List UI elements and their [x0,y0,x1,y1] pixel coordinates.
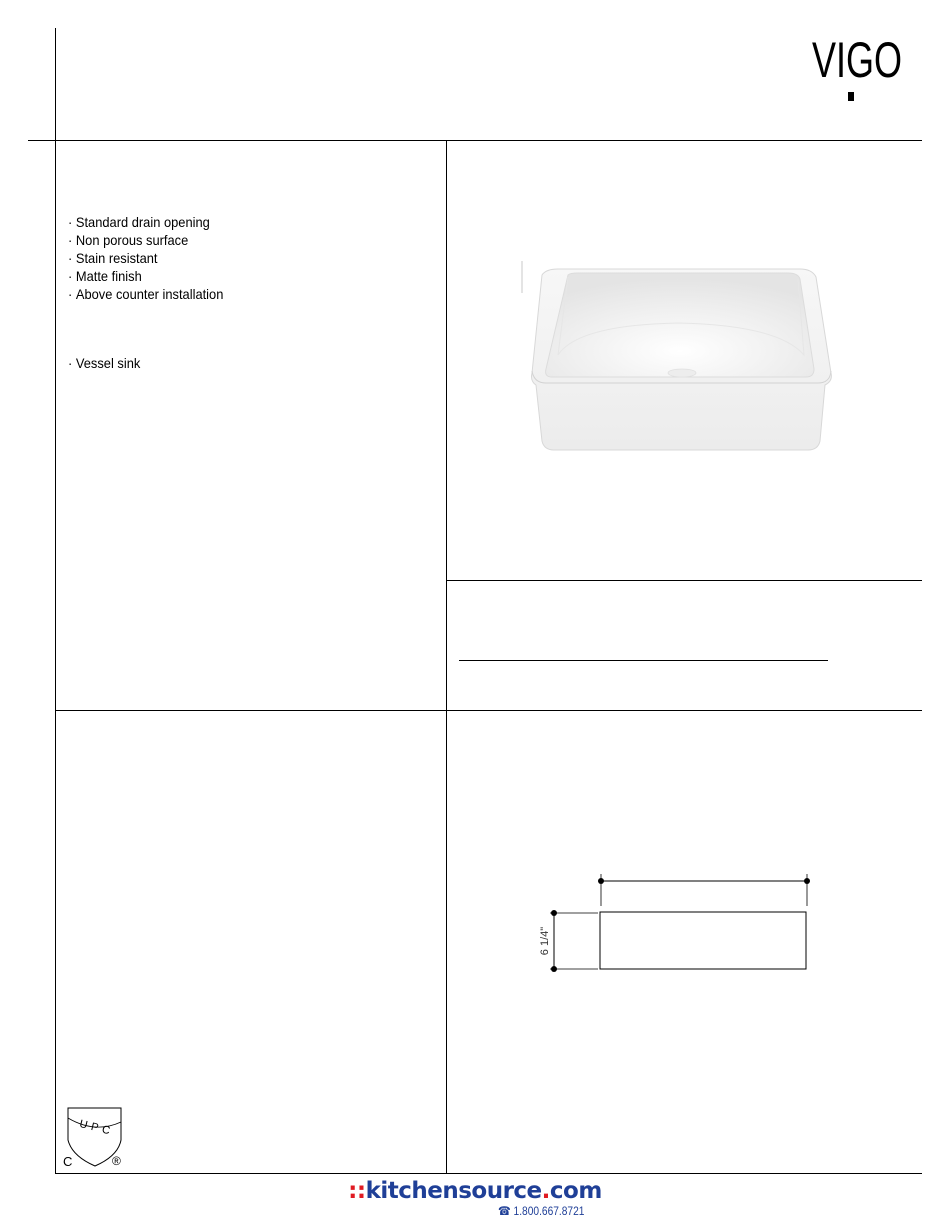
left-border [55,28,56,1174]
feature-item: · Non porous surface [68,231,223,249]
logo-tld: com [549,1178,602,1204]
logo-prefix: :: [348,1178,366,1204]
product-type-item: · Vessel sink [68,354,140,372]
middle-divider [55,710,922,711]
vigo-logo-dot [848,92,854,101]
height-dimension-label: 6 1/4" [539,926,551,956]
image-section-divider [446,580,922,581]
feature-item: · Matte finish [68,267,223,285]
bottom-divider [55,1173,922,1174]
sink-profile-rect [600,912,806,969]
feature-list [68,213,223,303]
feature-item: · Standard drain opening [68,213,223,231]
logo-dot: . [541,1178,550,1204]
logo-name: kitchensource [365,1178,542,1204]
upc-mark-text: UPC [78,1118,116,1139]
column-divider [446,140,447,1174]
vigo-logo: VIGO [812,32,903,88]
underline-rule [459,660,828,661]
upc-c-letter: C [63,1154,73,1169]
sink-image [518,255,838,460]
phone-number [498,1204,584,1218]
product-type-list [68,354,140,372]
feature-item: · Above counter installation [68,285,223,303]
header-divider [28,140,922,141]
phone-icon: ☎ [498,1204,511,1218]
phone-text: 1.800.667.8721 [513,1204,585,1218]
registered-mark: ® [112,1154,121,1168]
kitchensource-logo [0,1178,950,1204]
dimension-drawing [540,870,820,980]
feature-item: · Stain resistant [68,249,223,267]
